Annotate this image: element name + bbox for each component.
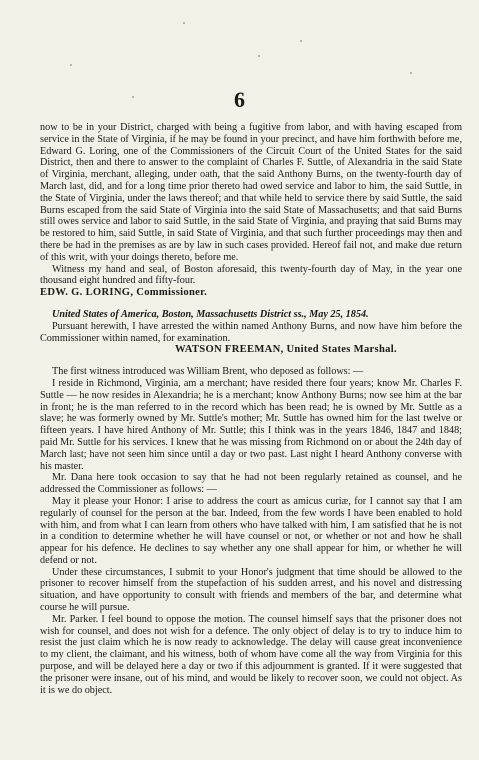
page-number: 6 [234, 87, 245, 112]
dateline: United States of America, Boston, Massachusetts District ss., May 25, 1854. [52, 308, 369, 320]
body-text [40, 122, 462, 696]
testimony-intro: The first witness introduced was William Brent, who deposed as follows: — [52, 366, 364, 378]
writ-paragraph: now to be in your District, charged with being a fugitive from labor, and with having escaped from service in the State of Virginia, if he may be found in your precinct, and have him forthwith before me, Edward G. Loring, one of the Commissioners of the Circuit Court of the United States for the said District, then and there to answer to the complaint of Charles F. Suttle, of Alexandria in the said State of Virginia, merchant, alleging, under oath, that the said Anthony Burns, on the twenty-fourth day of March last, did, and for a long time prior thereto had owed service and labor to him, the said Suttle, in the State of Virginia, under the laws thereof; and that while held to service there by said Suttle, the said Burns escaped from the said State of Virginia into the said State of Massachusetts; and that said Burns still owes service and labor to said Suttle, in the said State of Virginia, and praying that said Burns may be restored to him, said Suttle, in said State of Virginia, and that such further proceedings may then and there be had in the premises as are by law in such cases provided. Hereof fail not, and make due return of this writ, with your doings thereto, before me. [40, 122, 462, 263]
testimony-brent: I reside in Richmond, Virginia, am a merchant; have resided there four years; know Mr. Charles F. Suttle — he now resides in Alexandria; he is a merchant; know Anthony Burns; now see him at the bar in front; he is the man referred to in the record which has been read; he is owned by Mr. Suttle as a slave; he was formerly owned by Mr. Suttle's mother; Mr. Suttle has owned him for the last twelve or fifteen years. I have hired Anthony of Mr. Suttle; this I think was in the years 1846, 1847 and 1848; paid Mr. Suttle for his services. I knew that he was missing from Richmond on or about the 24th day of March last; have not seen him since until a day or two past. Last night I heard Anthony converse with his master. [40, 377, 462, 472]
signature-freeman: WATSON FREEMAN, United States Marshal. [175, 344, 397, 356]
paper-speck [183, 22, 185, 24]
testimony-parker: Mr. Parker. I feel bound to oppose the motion. The counsel himself says that the prisoner does not wish for counsel, and does not wish for a defence. The only object of delay is to try to induce him to resist the just claim which he is now ready to acknowledge. The delay will cause great inconvenience to my client, the claimant, and his witness, both of whom have come all the way from Virginia for this purpose, and will be delayed here a day or two if this adjournment is granted. If it were suggested that the prisoner were insane, out of his mind, and would be likely to recover soon, we could not object. As it is we do object. [40, 613, 462, 696]
testimony-dana-address: May it please your Honor: I arise to address the court as amicus curiæ, for I cannot say that I am regularly of counsel for the person at the bar. Indeed, from the few words I have been enabled to hold with him, and from what I can learn from others who have talked with him, I am satisfied that he is not in a condition to determine whether he will have counsel or not, or whether or not and how he shall appear for his defence. He declines to say whether any one shall appear for him, or whether he will defend or not. [40, 495, 462, 566]
paper-speck [258, 55, 260, 57]
paper-speck [132, 96, 134, 98]
paper-speck [70, 64, 72, 66]
return-paragraph: Pursuant herewith, I have arrested the within named Anthony Burns, and now have him before the Commissioner within named, for examination. [40, 320, 462, 344]
paper-speck [410, 72, 412, 74]
testimony-dana-intro: Mr. Dana here took occasion to say that he had not been regularly retained as counsel, and he addressed the Commissioner as follows: — [40, 472, 462, 496]
witness-paragraph: Witness my hand and seal, of Boston aforesaid, this twenty-fourth day of May, in the year one thousand eight hundred and fifty-four. [40, 263, 462, 287]
signature-loring: EDW. G. LORING, Commissioner. [40, 287, 208, 299]
testimony-dana-submission: Under these circumstances, I submit to your Honor's judgment that time should be allowed to the prisoner to recover himself from the stupefaction of his sudden arrest, and his novel and distressing situation, and have opportunity to consult with friends and members of the bar, and determine what course he will pursue. [40, 566, 462, 614]
paper-speck [300, 40, 302, 42]
